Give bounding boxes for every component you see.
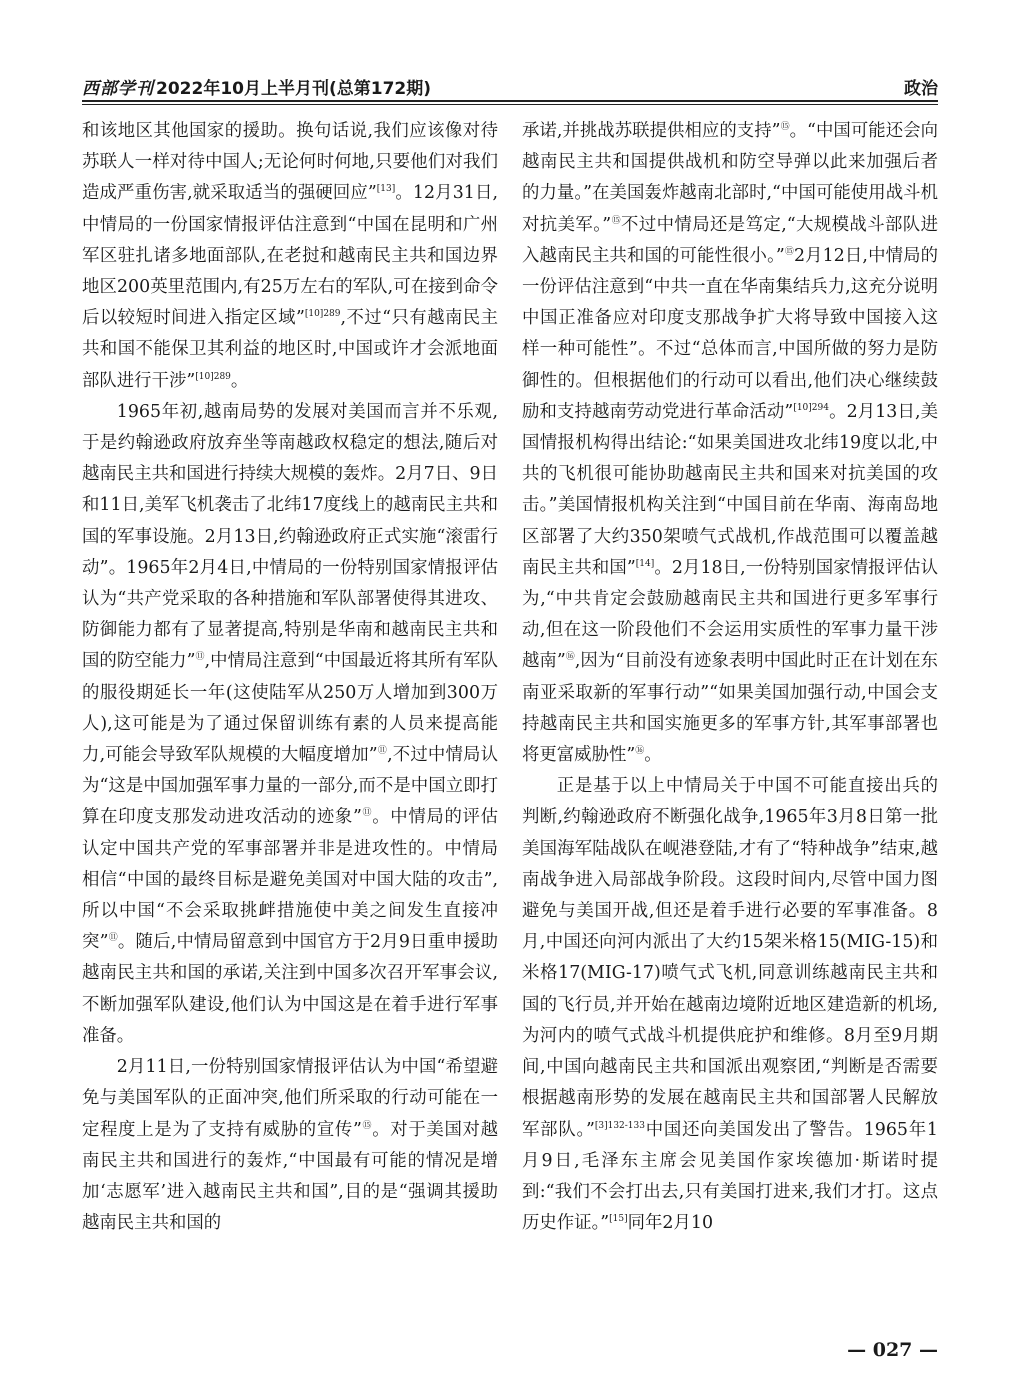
citation-mark: [14] xyxy=(635,559,655,570)
paragraph-text: 2月11日,一份特别国家情报评估认为中国“希望避免与美国军队的正面冲突,他们所采取的行动可能在一定程度上是为了支持有威胁的宣传” xyxy=(82,1057,498,1140)
page-number: — 027 — xyxy=(847,1339,938,1361)
citation-mark: ⑮ xyxy=(784,247,794,258)
citation-mark: ⑪ xyxy=(377,746,388,757)
paragraph-text: 。 xyxy=(230,370,249,391)
citation-mark: [10]289 xyxy=(195,371,231,382)
paragraph-text: 。2月18日,一份特别国家情报评估认为,“中共肯定会鼓励越南民主共和国进行更多军事行动,但在这一阶段他们不会运用实质性的军事力量干涉越南” xyxy=(522,557,938,672)
citation-mark: ⑪ xyxy=(195,652,205,663)
paragraph-text: 。 xyxy=(644,745,662,766)
paragraph-text: 。中情局的评估认定中国共产党的军事部署并非是进攻性的。中情局相信“中国的最终目标是避免美国对中国大陆的攻击”,所以中国“不会采取挑衅措施使中美之间发生直接冲突” xyxy=(82,807,498,953)
citation-mark: ⑪ xyxy=(361,808,373,819)
citation-mark: [10]289 xyxy=(304,309,341,320)
paragraph xyxy=(82,116,498,397)
citation-mark: ⑮ xyxy=(780,122,790,133)
paragraph-text: ,不过中情局认为“这是中国加强军事力量的一部分,而不是中国立即打算在印度支那发动进攻活动的迹象” xyxy=(82,745,499,828)
paragraph xyxy=(522,116,938,771)
citation-mark: ⑯ xyxy=(635,746,645,757)
paragraph-text: 同年2月10 xyxy=(627,1213,714,1234)
paragraph-text: 。对于美国对越南民主共和国进行的轰炸,“中国最有可能的情况是增加‘志愿军’进入越南民主共和国”,目的是“强调其援助越南民主共和国的 xyxy=(82,1119,498,1234)
paragraph-text: 。随后,中情局留意到中国官方于2月9日重申援助越南民主共和国的承诺,关注到中国多次召开军事会议,不断加强军队建设,他们认为中国这是在着手进行军事准备。 xyxy=(82,932,498,1046)
citation-mark: [15] xyxy=(609,1214,628,1225)
paragraph-text: 。12月31日,中情局的一份国家情报评估注意到“中国在昆明和广州军区驻扎诸多地面部队,在老挝和越南民主共和国边界地区200英里范围内,有25万左右的军队,可在接到命令后以较短时间进入指定区域” xyxy=(82,183,498,329)
paragraph-text: 和该地区其他国家的援助。换句话说,我们应该像对待苏联人一样对待中国人;无论何时何地,只要他们对我们造成严重伤害,就采取适当的强硬回应” xyxy=(82,121,498,204)
citation-mark: [10]294 xyxy=(793,403,829,414)
paragraph xyxy=(82,1052,498,1239)
header-rule xyxy=(82,100,938,102)
section-label: 政治 xyxy=(904,79,938,99)
citation-mark: [3]132-133 xyxy=(594,1120,645,1131)
paragraph-text: 1965年初,越南局势的发展对美国而言并不乐观,于是约翰逊政府放弃坐等南越政权稳定的想法,随后对越南民主共和国进行持续大规模的轰炸。2月7日、9日和11日,美军飞机袭击了北纬17度线上的越南民主共和国的军事设施。2月13日,约翰逊政府正式实施“滚雷行动”。1965年2月4日,中情局的一份特别国家情报评估认为“共产党采取的各种措施和军队部署使得其进攻、防御能力都有了显著提高,特别是华南和越南民主共和国的防空能力” xyxy=(82,401,498,672)
citation-mark: [13] xyxy=(376,184,396,195)
paragraph-text: 承诺,并挑战苏联提供相应的支持” xyxy=(522,121,781,141)
paragraph-text: ,不过“只有越南民主共和国不能保卫其利益的地区时,中国或许才会派地面部队进行干涉” xyxy=(82,308,498,391)
running-header xyxy=(82,72,938,102)
paragraph-text: 不过中情局还是笃定,“大规模战斗部队进入越南民主共和国的可能性很小。” xyxy=(522,214,938,266)
right-column xyxy=(522,116,938,1266)
issue-label: 2022年10月上半月刊(总第172期) xyxy=(156,79,431,99)
paragraph-text: 2月12日,中情局的一份评估注意到“中共一直在华南集结兵力,这充分说明中国正准备应对印度支那战争扩大将导致中国接入这样一种可能性”。不过“总体而言,中国所做的努力是防御性的。但根据他们的行动可以看出,他们决心继续鼓励和支持越南劳动党进行革命活动” xyxy=(522,245,938,422)
citation-mark: ⑯ xyxy=(565,652,575,663)
paragraph-text: ,中情局注意到“中国最近将其所有军队的服役期延长一年(这使陆军从250万人增加到300万人),这可能是为了通过保留训练有素的人员来提高能力,可能会导致军队规模的大幅度增加” xyxy=(82,651,498,766)
citation-mark: ⑮ xyxy=(611,215,622,226)
paragraph xyxy=(82,397,498,1052)
paragraph-text: 。“中国可能还会向越南民主共和国提供战机和防空导弹以此来加强后者的力量。”在美国轰炸越南北部时,“中国可能使用战斗机对抗美军。” xyxy=(522,121,938,235)
citation-mark: ⑮ xyxy=(361,1120,373,1131)
header-rule-thin xyxy=(82,104,938,105)
paragraph-text: ,因为“目前没有迹象表明中国此时正在计划在东南亚采取新的军事行动”“如果美国加强行动,中国会支持越南民主共和国实施更多的军事方针,其军事部署也将更富威胁性” xyxy=(522,651,938,766)
journal-logo: 西部学刊 xyxy=(82,79,154,99)
paragraph-text: 中国还向美国发出了警告。1965年1月9日,毛泽东主席会见美国作家埃德加·斯诺时提到:“我们不会打出去,只有美国打进来,我们才打。这点历史作证。” xyxy=(522,1119,938,1234)
paragraph xyxy=(522,771,938,1239)
paragraph-text: 。2月13日,美国情报机构得出结论:“如果美国进攻北纬19度以北,中共的飞机很可能协助越南民主共和国来对抗美国的攻击。”美国情报机构关注到“中国目前在华南、海南岛地区部署了大约350架喷气式战机,作战范围可以覆盖越南民主共和国” xyxy=(522,401,938,578)
citation-mark: ⑪ xyxy=(108,933,118,944)
paragraph-text: 正是基于以上中情局关于中国不可能直接出兵的判断,约翰逊政府不断强化战争,1965年3月8日第一批美国海军陆战队在岘港登陆,才有了“特种战争”结束,越南战争进入局部战争阶段。这段时间内,尽管中国力图避免与美国开战,但还是着手进行必要的军事准备。8月,中国还向河内派出了大约15架米格15(MIG-15)和米格17(MIG-17)喷气式飞机,同意训练越南民主共和国的飞行员,并开始在越南边境附近地区建造新的机场,为河内的喷气式战斗机提供庇护和维修。8月至9月期间,中国向越南民主共和国派出观察团,“判断是否需要根据越南形势的发展在越南民主共和国部署人民解放军部队。” xyxy=(522,776,938,1140)
left-column xyxy=(82,116,498,1266)
